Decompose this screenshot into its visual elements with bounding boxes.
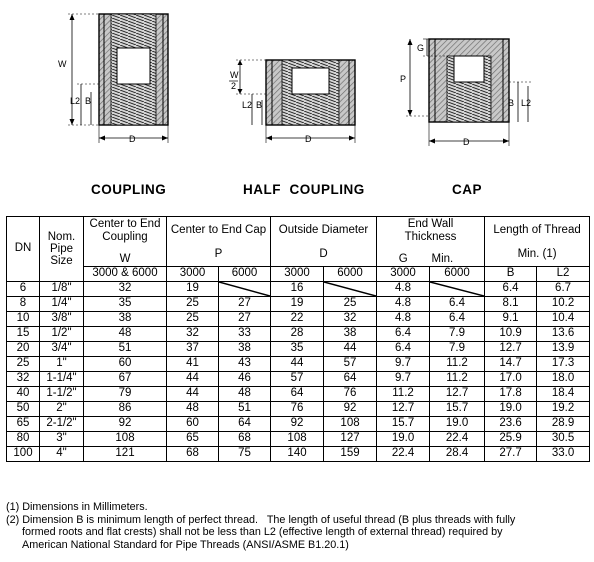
cell-dn: 65 [7,416,40,431]
cell-p3: 32 [167,326,219,341]
cell-p3: 41 [167,356,219,371]
header-od-3000: 3000 [271,266,324,281]
cell-nps: 2-1/2" [40,416,84,431]
cell-dn: 25 [7,356,40,371]
coupling-label-w: W [58,59,67,69]
dimension-table [6,216,590,462]
header-cap-6000: 6000 [219,266,271,281]
cell-d6: 25 [324,296,377,311]
cell-g6: 6.4 [430,311,485,326]
cell-g3: 6.4 [377,326,430,341]
cell-g3: 9.7 [377,356,430,371]
cell-p3: 25 [167,311,219,326]
cap-drawing [406,39,532,146]
half-coupling-label-d: D [305,134,312,144]
cell-g3: 11.2 [377,386,430,401]
cell-dn: 10 [7,311,40,326]
coupling-label-b: B [85,96,92,106]
table-row [7,446,590,461]
fitting-drawings [0,0,594,210]
half-coupling-label-w-div: 2 [231,81,237,91]
cell-p6-not-applicable [219,281,271,296]
dimension-table-body [7,281,590,461]
header-end-wall-thickness: End Wall Thickness [377,217,485,245]
table-row [7,416,590,431]
table-row [7,401,590,416]
cell-w: 32 [84,281,167,296]
cell-d3: 35 [271,341,324,356]
cell-g6: 11.2 [430,371,485,386]
cell-p3: 48 [167,401,219,416]
cell-g3: 4.8 [377,311,430,326]
cell-g3: 15.7 [377,416,430,431]
cell-w: 108 [84,431,167,446]
cap-label-p: P [400,74,407,84]
cell-d6: 64 [324,371,377,386]
cell-p6: 46 [219,371,271,386]
footnote-2-line-3: American National Standard for Pipe Threads (ANSI/ASME B1.20.1) [22,538,349,551]
cell-d6: 38 [324,326,377,341]
cell-p6: 48 [219,386,271,401]
cell-nps: 4" [40,446,84,461]
cell-w: 51 [84,341,167,356]
header-class-3000-6000: 3000 & 6000 [84,266,167,281]
cell-p3: 19 [167,281,219,296]
cell-w: 86 [84,401,167,416]
header-cap-3000: 3000 [167,266,219,281]
cap-label-d: D [463,137,470,147]
cell-g6-not-applicable [430,281,485,296]
cell-b: 9.1 [485,311,537,326]
cell-d6: 108 [324,416,377,431]
table-row [7,386,590,401]
table-row [7,431,590,446]
cell-d3: 22 [271,311,324,326]
cell-l2: 19.2 [537,401,590,416]
half-coupling-label-l2: L2 [242,100,253,110]
cell-d3: 92 [271,416,324,431]
cell-nps: 1/8" [40,281,84,296]
footnote-1: (1) Dimensions in Millimeters. [6,501,148,513]
header-outside-diameter: Outside Diameter [271,217,377,245]
cell-g6: 19.0 [430,416,485,431]
cell-d6: 32 [324,311,377,326]
footnotes [6,501,590,551]
cell-g6: 6.4 [430,296,485,311]
header-thread-l2: L2 [537,266,590,281]
cell-w: 35 [84,296,167,311]
cell-dn: 20 [7,341,40,356]
header-center-coupling-symbol: W [84,244,167,266]
cell-g6: 11.2 [430,356,485,371]
half-coupling-label-w: W [230,70,239,80]
cell-d6: 92 [324,401,377,416]
cell-dn: 32 [7,371,40,386]
cell-g6: 7.9 [430,326,485,341]
cell-d3: 44 [271,356,324,371]
cell-d6-not-applicable [324,281,377,296]
cell-w: 121 [84,446,167,461]
cell-g3: 4.8 [377,296,430,311]
cell-g3: 6.4 [377,341,430,356]
cell-l2: 10.4 [537,311,590,326]
cell-b: 12.7 [485,341,537,356]
cell-l2: 17.3 [537,356,590,371]
cell-p3: 25 [167,296,219,311]
table-row [7,311,590,326]
header-dn: DN [7,217,40,282]
table-row [7,341,590,356]
cell-b: 25.9 [485,431,537,446]
cell-dn: 8 [7,296,40,311]
cell-p3: 37 [167,341,219,356]
cell-w: 60 [84,356,167,371]
cell-g6: 28.4 [430,446,485,461]
table-row [7,281,590,296]
cell-b: 6.4 [485,281,537,296]
cap-label-g: G [417,43,425,53]
header-length-of-thread: Length of Thread [485,217,590,245]
cell-g3: 22.4 [377,446,430,461]
cell-nps: 1-1/2" [40,386,84,401]
cell-p6: 64 [219,416,271,431]
cell-d6: 127 [324,431,377,446]
cell-b: 10.9 [485,326,537,341]
coupling-label-d: D [129,134,136,144]
cell-p6: 75 [219,446,271,461]
header-outside-diameter-symbol: D [271,244,377,266]
cell-l2: 33.0 [537,446,590,461]
cell-d3: 28 [271,326,324,341]
cell-g3: 4.8 [377,281,430,296]
cap-label-b: B [508,98,515,108]
footnote-2-line-2: formed roots and flat crests) shall not be less than L2 (effective length of external thread) required by [22,526,503,539]
cell-l2: 28.9 [537,416,590,431]
cell-d3: 64 [271,386,324,401]
cell-p6: 33 [219,326,271,341]
header-center-cap-symbol: P [167,244,271,266]
cell-nps: 1/2" [40,326,84,341]
cell-l2: 13.9 [537,341,590,356]
cell-d3: 140 [271,446,324,461]
cap-label-l2: L2 [521,98,532,108]
cell-b: 17.8 [485,386,537,401]
cell-d3: 16 [271,281,324,296]
cell-b: 23.6 [485,416,537,431]
cell-nps: 1" [40,356,84,371]
cell-d3: 108 [271,431,324,446]
cell-w: 79 [84,386,167,401]
cell-d3: 76 [271,401,324,416]
table-row [7,296,590,311]
cell-dn: 40 [7,386,40,401]
cell-w: 67 [84,371,167,386]
cell-g6: 7.9 [430,341,485,356]
cell-w: 92 [84,416,167,431]
header-thread-min: Min. (1) [485,244,590,266]
cell-l2: 18.0 [537,371,590,386]
cap-caption: CAP [452,182,483,197]
cell-dn: 15 [7,326,40,341]
cell-b: 8.1 [485,296,537,311]
coupling-caption: COUPLING [91,182,167,197]
cell-g6: 22.4 [430,431,485,446]
cell-nps: 1-1/4" [40,371,84,386]
header-end-wall-g: G [377,244,430,266]
table-row [7,326,590,341]
table-row [7,356,590,371]
cell-g6: 12.7 [430,386,485,401]
cell-p3: 68 [167,446,219,461]
coupling-label-l2: L2 [70,96,81,106]
cell-p6: 68 [219,431,271,446]
cell-w: 48 [84,326,167,341]
cell-d3: 57 [271,371,324,386]
cell-d6: 44 [324,341,377,356]
cell-l2: 6.7 [537,281,590,296]
half-coupling-caption: HALF COUPLING [243,182,365,197]
cell-w: 38 [84,311,167,326]
cell-g6: 15.7 [430,401,485,416]
header-center-coupling: Center to End Coupling [84,217,167,245]
header-wall-3000: 3000 [377,266,430,281]
cell-l2: 18.4 [537,386,590,401]
cell-nps: 3/8" [40,311,84,326]
cell-dn: 6 [7,281,40,296]
cell-p6: 38 [219,341,271,356]
cell-d6: 76 [324,386,377,401]
header-thread-b: B [485,266,537,281]
cell-p6: 51 [219,401,271,416]
cell-p3: 44 [167,386,219,401]
cell-dn: 80 [7,431,40,446]
cell-p3: 44 [167,371,219,386]
cell-p6: 27 [219,296,271,311]
cell-b: 27.7 [485,446,537,461]
cell-l2: 10.2 [537,296,590,311]
header-nom-pipe-size: Nom. Pipe Size [40,217,84,282]
header-od-6000: 6000 [324,266,377,281]
cell-d6: 159 [324,446,377,461]
cell-g3: 12.7 [377,401,430,416]
cell-l2: 13.6 [537,326,590,341]
cell-nps: 3" [40,431,84,446]
cell-nps: 2" [40,401,84,416]
cell-dn: 50 [7,401,40,416]
header-end-wall-min: Min. [430,244,485,266]
cell-d3: 19 [271,296,324,311]
cell-g3: 9.7 [377,371,430,386]
coupling-drawing [68,14,168,143]
cell-p6: 27 [219,311,271,326]
header-center-cap: Center to End Cap [167,217,271,245]
cell-d6: 57 [324,356,377,371]
header-wall-6000: 6000 [430,266,485,281]
footnote-2-line-1: (2) Dimension B is minimum length of perfect thread. The length of useful thread (B plus threads with fully [6,513,516,526]
half-coupling-drawing [236,60,355,143]
cell-b: 14.7 [485,356,537,371]
cell-nps: 1/4" [40,296,84,311]
cell-b: 17.0 [485,371,537,386]
cell-b: 19.0 [485,401,537,416]
table-row [7,371,590,386]
cell-g3: 19.0 [377,431,430,446]
cell-dn: 100 [7,446,40,461]
cell-nps: 3/4" [40,341,84,356]
cell-p3: 60 [167,416,219,431]
cell-p3: 65 [167,431,219,446]
cell-p6: 43 [219,356,271,371]
cell-l2: 30.5 [537,431,590,446]
half-coupling-label-b: B [256,100,263,110]
